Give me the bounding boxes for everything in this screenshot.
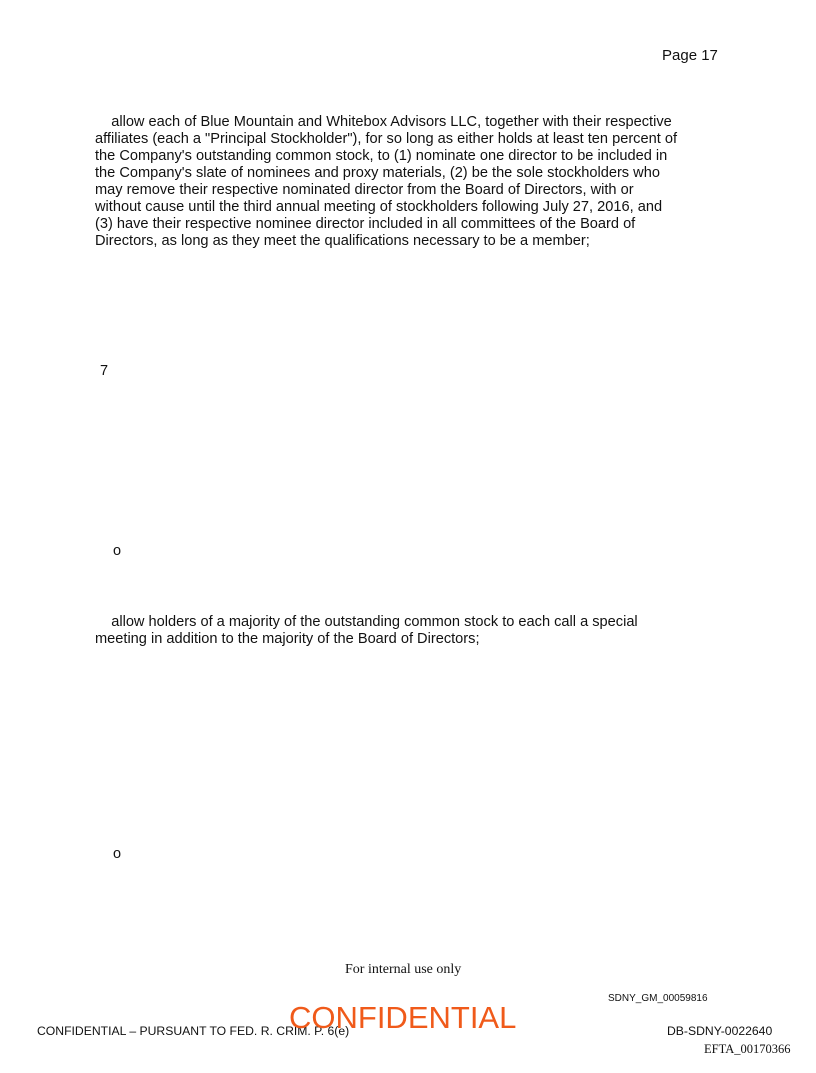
text-line: affiliates (each a "Principal Stockholder"), for so long as either holds at least ten percent of	[95, 131, 677, 147]
text-line: the Company's slate of nominees and proxy materials, (2) be the sole stockholders who	[95, 165, 660, 181]
page-number: Page 17	[662, 47, 718, 64]
text-line: allow each of Blue Mountain and Whitebox Advisors LLC, together with their respective	[95, 114, 672, 130]
bates-number-sdny: SDNY_GM_00059816	[608, 993, 708, 1004]
bates-number-db: DB-SDNY-0022640	[667, 1024, 773, 1038]
efta-identifier: EFTA_00170366	[704, 1042, 791, 1056]
footnote-number: 7	[100, 363, 109, 379]
text-line: may remove their respective nominated director from the Board of Directors, with or	[95, 182, 634, 198]
text-line: the Company's outstanding common stock, to (1) nominate one director to be included in	[95, 148, 668, 164]
internal-use-note: For internal use only	[345, 962, 462, 977]
text-line: Directors, as long as they meet the qualifications necessary to be a member;	[95, 233, 590, 249]
text-line: (3) have their respective nominee director included in all committees of the Board of	[95, 216, 636, 232]
text-line: allow holders of a majority of the outstanding common stock to each call a special	[95, 614, 638, 630]
confidential-stamp: CONFIDENTIAL	[289, 1000, 517, 1035]
paragraph-special-meeting	[95, 614, 735, 648]
bullet-marker: o	[113, 846, 122, 862]
confidential-notice: CONFIDENTIAL – PURSUANT TO FED. R. CRIM. P. 6(e)	[37, 1024, 350, 1038]
bullet-marker: o	[113, 543, 122, 559]
text-line: meeting in addition to the majority of the Board of Directors;	[95, 631, 480, 647]
paragraph-principal-stockholder	[95, 114, 735, 250]
text-line: without cause until the third annual meeting of stockholders following July 27, 2016, and	[95, 199, 663, 215]
